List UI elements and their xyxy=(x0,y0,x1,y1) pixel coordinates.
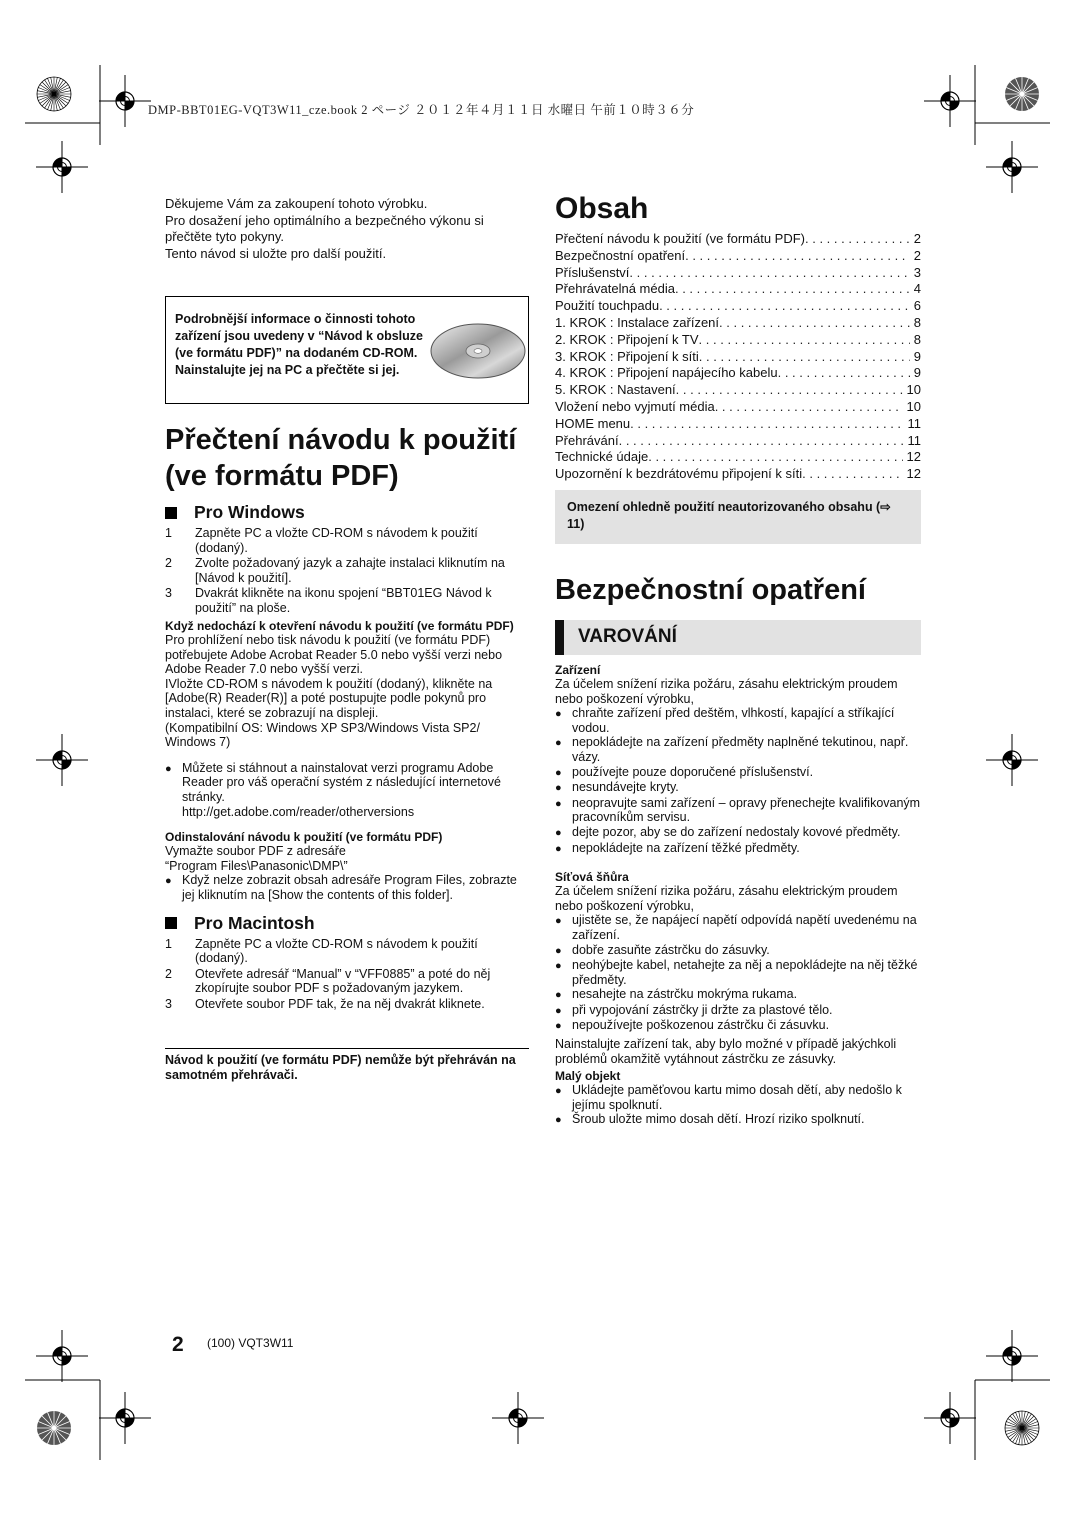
toc-entry xyxy=(555,332,921,349)
bullet-icon: ● xyxy=(555,960,562,973)
bullet-text: ujistěte se, že napájecí napětí odpovídá napětí uvedenému na zařízení. xyxy=(572,913,917,942)
bullet-icon: ● xyxy=(555,1020,562,1033)
intro-line-3: Tento návod si uložte pro další použití. xyxy=(165,245,387,261)
toc-entry-page: 10 xyxy=(906,382,921,398)
cord-intro: Za účelem snížení rizika požáru, zásahu elektrickým proudem nebo poškození výrobku, xyxy=(555,884,898,913)
step-number: 1 xyxy=(165,526,172,540)
bullet-icon: ● xyxy=(555,737,562,750)
bullet-text: dejte pozor, aby se do zařízení nedostaly kovové předměty. xyxy=(572,824,901,839)
list-item xyxy=(555,765,921,781)
not-open-text-2: IVložte CD-ROM s návodem k použití (dodaný), klikněte na [Adobe(R) Reader(R)] a poté postupujte podle pokynů pro instalaci, které se zobrazují na displeji. xyxy=(165,676,493,720)
toc-entry-page: 10 xyxy=(906,398,921,414)
toc-entry-label: 1. KROK : Instalace zařízení xyxy=(555,314,720,330)
toc-entry-label: Přehrávatelná média xyxy=(555,281,675,297)
bullet-icon: ● xyxy=(555,708,562,721)
intro-line-2: Pro dosažení jeho optimálního a bezpečného výkonu si přečtěte tyto pokyny. xyxy=(165,212,484,244)
list-item xyxy=(555,706,921,735)
uninstall-list xyxy=(165,873,531,902)
warning-bar xyxy=(555,620,564,655)
toc-entry-label: Příslušenství xyxy=(555,264,630,280)
bullet-icon: ● xyxy=(555,1004,562,1017)
windows-heading xyxy=(165,502,531,523)
list-item xyxy=(555,1112,921,1128)
bullet-text: nepokládejte na zařízení těžké předměty. xyxy=(572,840,800,855)
toc-entry xyxy=(555,449,921,466)
square-bullet-icon xyxy=(165,917,177,929)
warning-label: VAROVÁNÍ xyxy=(578,626,677,647)
toc-entry-label: 3. KROK : Připojení k síti xyxy=(555,348,699,364)
pdf-section-title: Přečtení návodu k použití (ve formátu PDF) xyxy=(165,424,517,492)
safety-content xyxy=(555,663,921,1128)
toc-section xyxy=(555,192,921,483)
list-item xyxy=(165,967,531,996)
bullet-icon: ● xyxy=(555,989,562,1002)
page-number: 2 xyxy=(172,1333,184,1356)
list-item xyxy=(165,586,531,615)
bullet-text: Ukládejte paměťovou kartu mimo dosah dětí, aby nedošlo k jejímu spolknutí. xyxy=(572,1083,902,1112)
toc-leader xyxy=(699,332,910,349)
toc-entry-label: 2. KROK : Připojení k TV xyxy=(555,331,699,347)
bullet-icon: ● xyxy=(555,842,562,855)
toc-leader xyxy=(629,265,909,282)
toc-entry xyxy=(555,298,921,315)
mac-heading-label: Pro Macintosh xyxy=(194,912,315,933)
uninstall-text-2: “Program Files\Panasonic\DMP\” xyxy=(165,858,348,873)
toc-title: Obsah xyxy=(555,192,649,225)
print-header: DMP-BBT01EG-VQT3W11_cze.book 2 ページ ２０１２年４月１１日 水曜日 午前１０時３６分 xyxy=(148,103,695,117)
step-text: Zvolte požadovaný jazyk a zahajte instalaci kliknutím na [Návod k použití]. xyxy=(195,556,505,585)
step-number: 2 xyxy=(165,966,172,981)
bullet-text: dobře zasuňte zástrčku do zásuvky. xyxy=(572,942,770,957)
safety-title: Bezpečnostní opatření xyxy=(555,574,866,606)
toc-leader xyxy=(715,399,903,416)
device-intro: Za účelem snížení rizika požáru, zásahu elektrickým proudem nebo poškození výrobku, xyxy=(555,677,898,706)
list-item xyxy=(165,761,531,819)
toc-entry xyxy=(555,265,921,282)
toc-list xyxy=(555,231,921,483)
small-bullets xyxy=(555,1083,921,1128)
step-text: Dvakrát klikněte na ikonu spojení “BBT01EG Návod k použití” na ploše. xyxy=(195,586,492,615)
list-item xyxy=(555,987,921,1003)
toc-entry xyxy=(555,399,921,416)
toc-entry-page: 2 xyxy=(913,247,921,263)
toc-entry-label: Upozornění k bezdrátovému připojení k síti xyxy=(555,466,803,482)
toc-entry-page: 4 xyxy=(913,281,921,297)
toc-entry-page: 9 xyxy=(913,365,921,381)
pdf-note-text: Návod k použití (ve formátu PDF) nemůže být přehráván na samotném přehrávači. xyxy=(165,1053,516,1082)
list-item xyxy=(555,913,921,942)
toc-entry xyxy=(555,231,921,248)
list-item xyxy=(555,1018,921,1034)
bullet-icon: ● xyxy=(555,797,562,810)
cord-after: Nainstalujte zařízení tak, aby bylo možné v případě jakýchkoli problémů okamžitě vytáhnout zástrčku ze zásuvky. xyxy=(555,1037,897,1066)
step-number: 3 xyxy=(165,996,172,1011)
bullet-icon: ● xyxy=(555,826,562,839)
list-item xyxy=(165,873,531,902)
bullet-icon: ● xyxy=(555,782,562,795)
list-item xyxy=(555,1083,921,1112)
toc-entry-label: HOME menu xyxy=(555,415,631,431)
bullet-icon: ● xyxy=(165,875,172,888)
bullet-text: nesahejte na zástrčku mokrýma rukama. xyxy=(572,987,798,1002)
toc-entry-page: 9 xyxy=(913,348,921,364)
not-open-text-1: Pro prohlížení nebo tisk návodu k použití (ve formátu PDF) potřebujete Adobe Acrobat Reader 5.0 nebo vyšší verzi nebo Adobe Reader 7.0 nebo vyšší verzi. xyxy=(165,633,503,677)
mac-heading xyxy=(165,913,531,934)
cd-rom-icon xyxy=(428,319,528,383)
cd-info-text: Podrobnější informace o činnosti tohoto zařízení jsou uvedeny v “Návod k obsluze (ve formátu PDF)” na dodaném CD-ROM. Nainstalujte jej na PC a přečtěte si jej. xyxy=(175,312,423,377)
small-heading: Malý objekt xyxy=(555,1069,621,1084)
toc-entry-label: Vložení nebo vyjmutí média xyxy=(555,398,715,414)
toc-entry xyxy=(555,416,921,433)
toc-entry-page: 2 xyxy=(913,231,921,246)
bullet-text: nepoužívejte poškozenou zástrčku či zásuvku. xyxy=(572,1018,830,1033)
toc-leader xyxy=(802,466,902,483)
toc-entry-label: Technické údaje xyxy=(555,449,649,465)
mac-steps xyxy=(165,937,531,1012)
toc-entry-page: 11 xyxy=(907,415,921,431)
toc-entry-page: 12 xyxy=(906,449,921,465)
intro-line-1: Děkujeme Vám za zakoupení tohoto výrobku. xyxy=(165,196,428,211)
toc-leader xyxy=(778,365,910,382)
toc-leader xyxy=(699,349,910,366)
toc-leader xyxy=(659,298,910,315)
download-url: http://get.adobe.com/reader/otherversions xyxy=(182,804,415,819)
bullet-icon: ● xyxy=(555,915,562,928)
bullet-icon: ● xyxy=(555,1114,562,1127)
bullet-icon: ● xyxy=(555,766,562,779)
list-item xyxy=(165,556,531,585)
toc-entry xyxy=(555,349,921,366)
list-item xyxy=(555,796,921,825)
toc-entry-label: Přehrávání xyxy=(555,432,619,448)
toc-entry xyxy=(555,248,921,265)
toc-entry-page: 11 xyxy=(907,432,921,448)
list-item xyxy=(555,943,921,959)
toc-entry xyxy=(555,433,921,450)
toc-entry-label: Použití touchpadu xyxy=(555,298,660,314)
toc-leader xyxy=(676,382,903,399)
list-item xyxy=(555,1003,921,1019)
bullet-text: nesundávejte kryty. xyxy=(572,780,679,795)
bullet-text: neopravujte sami zařízení – opravy přenechejte kvalifikovaným pracovníkům servisu. xyxy=(572,795,921,825)
step-number: 3 xyxy=(165,586,172,600)
toc-entry-page: 12 xyxy=(906,466,921,482)
windows-section xyxy=(165,502,531,1012)
toc-entry-page: 6 xyxy=(913,298,921,314)
cd-info-box xyxy=(165,296,529,404)
download-text: Můžete si stáhnout a nainstalovat verzi programu Adobe Reader pro váš operační systém z následující internetové stránky. xyxy=(182,760,501,804)
intro-text xyxy=(165,196,531,262)
list-item xyxy=(555,780,921,796)
toc-leader xyxy=(805,231,910,248)
list-item xyxy=(165,526,531,555)
restriction-note: Omezení ohledně použití neautorizovaného obsahu (⇨ 11) xyxy=(555,490,921,544)
bullet-text: chraňte zařízení před deštěm, vlhkostí, kapající a stříkající vodou. xyxy=(572,706,895,735)
toc-entry xyxy=(555,281,921,298)
list-item xyxy=(555,825,921,841)
bullet-text: používejte pouze doporučené příslušenství. xyxy=(572,764,814,779)
toc-entry-label: 4. KROK : Připojení napájecího kabelu xyxy=(555,365,778,381)
cord-bullets xyxy=(555,913,921,1034)
device-bullets xyxy=(555,706,921,856)
device-heading: Zařízení xyxy=(555,663,601,677)
warning-banner xyxy=(555,620,921,655)
download-list xyxy=(165,761,531,819)
toc-entry-label: 5. KROK : Nastavení xyxy=(555,382,676,398)
bullet-icon: ● xyxy=(555,1085,562,1098)
list-item xyxy=(555,735,921,764)
bullet-text: nepokládejte na zařízení předměty naplněné tekutinou, např. vázy. xyxy=(572,735,909,764)
toc-leader xyxy=(719,315,910,332)
step-text: Otevřete adresář “Manual” v “VFF0885” a poté do něj zkopírujte soubor PDF s požadovaným jazykem. xyxy=(195,966,491,995)
not-open-text-3: (Kompatibilní OS: Windows XP SP3/Windows Vista SP2/ Windows 7) xyxy=(165,720,480,750)
bullet-text: neohýbejte kabel, netahejte za něj a nepokládejte na něj těžké předměty. xyxy=(572,958,918,987)
not-open-heading: Když nedochází k otevření návodu k použití (ve formátu PDF) xyxy=(165,619,514,633)
step-number: 2 xyxy=(165,556,172,570)
list-item xyxy=(165,997,531,1012)
step-text: Zapněte PC a vložte CD-ROM s návodem k použití (dodaný). xyxy=(195,936,478,965)
toc-entry-page: 8 xyxy=(913,331,921,347)
toc-leader xyxy=(630,416,903,433)
windows-heading-label: Pro Windows xyxy=(194,502,305,522)
toc-entry xyxy=(555,382,921,399)
toc-entry xyxy=(555,315,921,332)
toc-leader xyxy=(675,281,910,298)
step-text: Zapněte PC a vložte CD-ROM s návodem k použití (dodaný). xyxy=(195,526,478,555)
toc-leader xyxy=(648,449,902,466)
page-code: (100) VQT3W11 xyxy=(207,1336,294,1350)
toc-entry xyxy=(555,466,921,483)
toc-leader xyxy=(685,248,910,265)
toc-entry xyxy=(555,365,921,382)
square-bullet-icon xyxy=(165,507,177,519)
step-number: 1 xyxy=(165,936,172,951)
toc-entry-page: 8 xyxy=(913,314,921,330)
pdf-note xyxy=(165,1048,529,1083)
step-text: Otevřete soubor PDF tak, že na něj dvakrát kliknete. xyxy=(195,996,485,1011)
toc-entry-label: Bezpečnostní opatření xyxy=(555,247,686,263)
uninstall-bullet-text: Když nelze zobrazit obsah adresáře Program Files, zobrazte jej kliknutím na [Show the contents of this folder]. xyxy=(182,873,517,902)
bullet-text: Šroub uložte mimo dosah dětí. Hrozí riziko spolknutí. xyxy=(572,1112,865,1127)
toc-entry-page: 3 xyxy=(913,264,921,280)
list-item xyxy=(555,958,921,987)
windows-steps xyxy=(165,526,531,615)
cord-heading: Síťová šňůra xyxy=(555,870,629,885)
bullet-text: při vypojování zástrčky ji držte za plastové tělo. xyxy=(572,1002,833,1017)
toc-entry-label: Přečtení návodu k použití (ve formátu PDF) xyxy=(555,231,805,246)
bullet-icon: ● xyxy=(555,944,562,957)
toc-leader xyxy=(619,433,904,450)
uninstall-heading: Odinstalování návodu k použití (ve formátu PDF) xyxy=(165,830,443,845)
list-item xyxy=(165,937,531,966)
bullet-icon: ● xyxy=(165,762,172,775)
list-item xyxy=(555,841,921,857)
uninstall-text-1: Vymažte soubor PDF z adresáře xyxy=(165,844,346,859)
